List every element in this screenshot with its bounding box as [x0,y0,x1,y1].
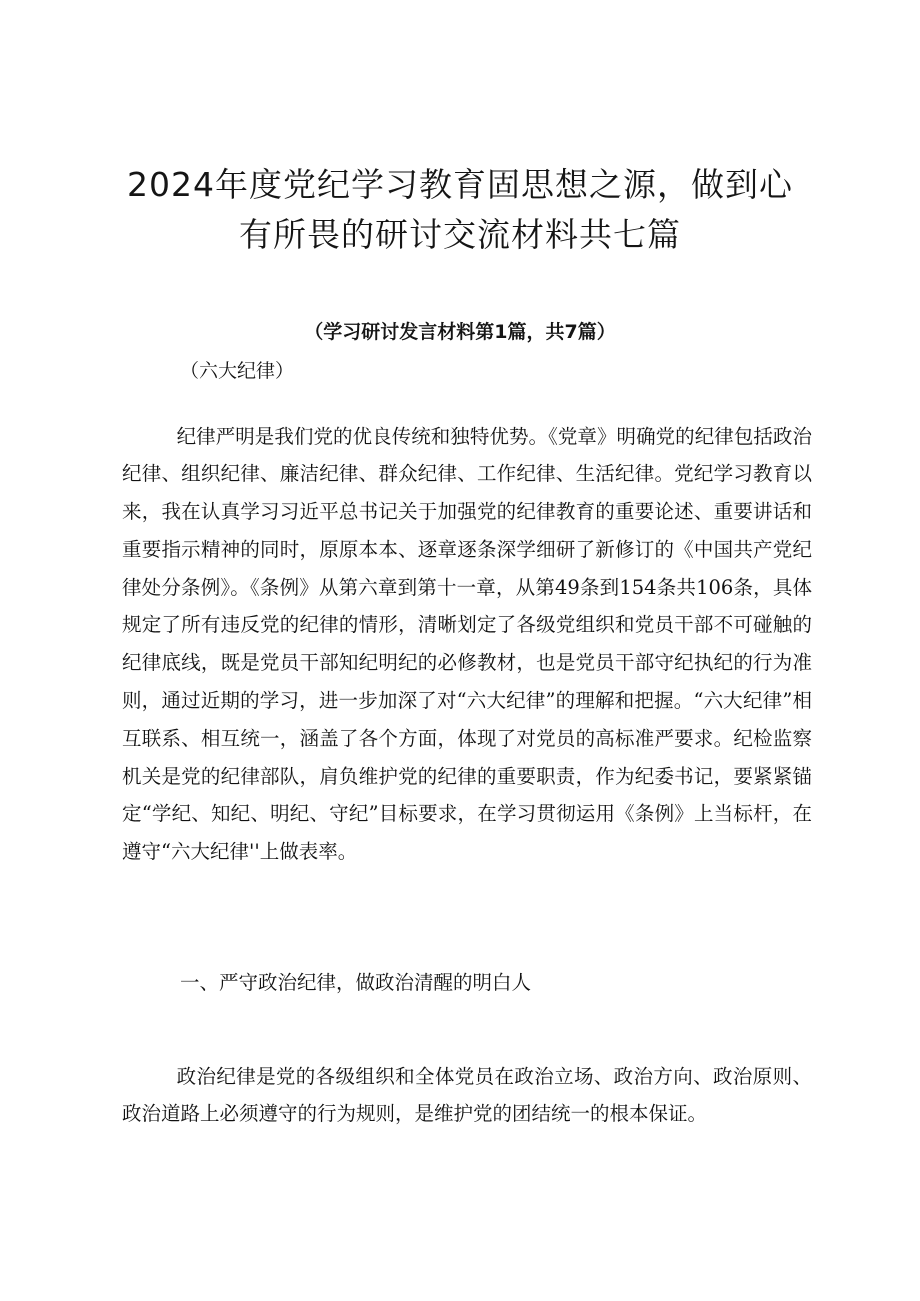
document-title [110,160,810,260]
section-tag: （六大纪律） [180,360,295,382]
title-line-1: 2024年度党纪学习教育固思想之源，做到心 [127,165,793,204]
paragraph-intro: 纪律严明是我们党的优良传统和独特优势。《党章》明确党的纪律包括政治纪律、组织纪律、廉洁纪律、群众纪律、工作纪律、生活纪律。党纪学习教育以来，我在认真学习习近平总书记关于加强党的纪律教育的重要论述、重要讲话和重要指示精神的同时，原原本本、逐章逐条深学细研了新修订的《中国共产党纪律处分条例》。《条例》从第六章到第十一章，从第49条到154条共106条，具体规定了所有违反党的纪律的情形，清晰划定了各级党组织和党员干部不可碰触的纪律底线，既是党员干部知纪明纪的必修教材，也是党员干部守纪执纪的行为准则，通过近期的学习，进一步加深了对“六大纪律”的理解和把握。“六大纪律”相互联系、相互统一，涵盖了各个方面，体现了对党员的高标准严要求。纪检监察机关是党的纪律部队，肩负维护党的纪律的重要职责，作为纪委书记，要紧紧锚定“学纪、知纪、明纪、守纪”目标要求，在学习贯彻运用《条例》上当标杆，在遵守“六大纪律''上做表率。 [122,424,812,864]
title-line-2: 有所畏的研讨交流材料共七篇 [239,215,681,254]
document-subtitle: （学习研讨发言材料第1篇，共7篇） [304,321,616,343]
paragraph-political-discipline: 政治纪律是党的各级组织和全体党员在政治立场、政治方向、政治原则、政治道路上必须遵守的行为规则，是维护党的团结统一的根本保证。 [122,1064,812,1126]
section-heading-1: 一、严守政治纪律，做政治清醒的明白人 [180,971,532,994]
